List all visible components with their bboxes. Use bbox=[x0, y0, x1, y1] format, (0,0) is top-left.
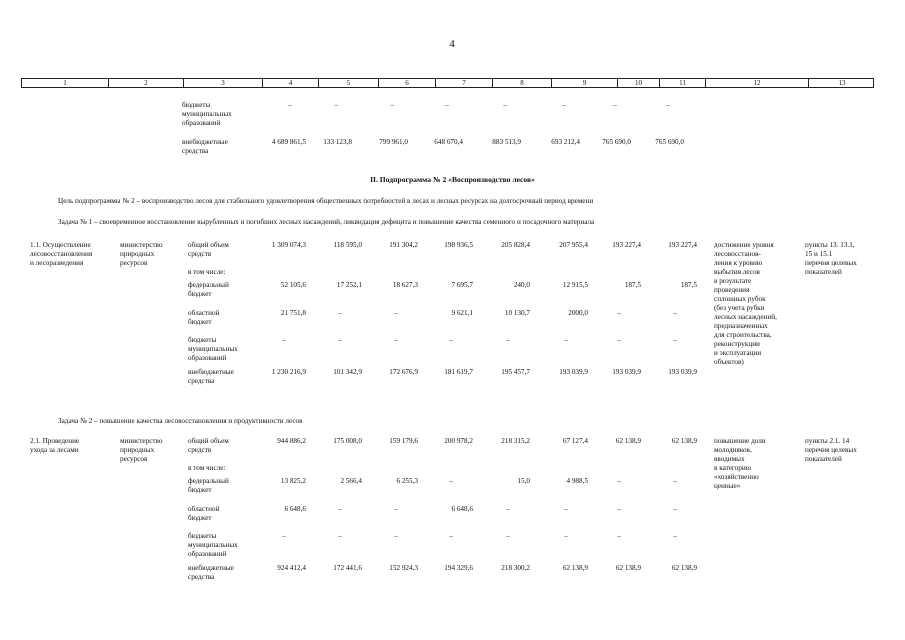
finance-value: 21 751,8 bbox=[280, 309, 306, 317]
finance-value: 1 309 074,3 bbox=[271, 241, 306, 249]
row-value: – bbox=[613, 101, 617, 109]
row-value: – bbox=[288, 101, 292, 109]
finance-source-label: в том числе: bbox=[188, 268, 226, 276]
row-value: 765 690,0 bbox=[602, 138, 631, 146]
finance-value: 193 039,9 bbox=[559, 368, 588, 376]
finance-source-label: бюджеты муниципальных образований bbox=[188, 336, 238, 362]
finance-value: – bbox=[394, 505, 398, 513]
finance-value: – bbox=[506, 532, 510, 540]
finance-value: 2 566,4 bbox=[340, 477, 362, 485]
finance-value: 101 342,9 bbox=[333, 368, 362, 376]
header-col-9: 9 bbox=[551, 78, 617, 88]
section-title: II. Подпрограмма № 2 «Воспроизводство лесов» bbox=[370, 175, 535, 184]
finance-value: 193 227,4 bbox=[668, 241, 697, 249]
finance-value: 198 936,5 bbox=[444, 241, 473, 249]
finance-value: 7 695,7 bbox=[451, 281, 473, 289]
row-value: – bbox=[334, 101, 338, 109]
finance-value: 4 988,5 bbox=[566, 477, 588, 485]
finance-value: 62 138,9 bbox=[615, 564, 641, 572]
finance-value: 944 886,2 bbox=[277, 437, 306, 445]
finance-value: 218 315,2 bbox=[501, 437, 530, 445]
executor-name: министерство природных ресурсов bbox=[120, 241, 163, 267]
finance-value: – bbox=[394, 309, 398, 317]
header-col-7: 7 bbox=[435, 78, 492, 88]
finance-value: – bbox=[394, 336, 398, 344]
finance-value: – bbox=[564, 336, 568, 344]
finance-value: 193 039,9 bbox=[668, 368, 697, 376]
finance-value: 15,0 bbox=[517, 477, 530, 485]
finance-value: 2000,0 bbox=[568, 309, 588, 317]
finance-value: 181 619,7 bbox=[444, 368, 473, 376]
finance-value: – bbox=[673, 336, 677, 344]
finance-source-label: областной бюджет bbox=[188, 309, 220, 326]
page-number: 4 bbox=[449, 38, 455, 50]
finance-value: – bbox=[282, 532, 286, 540]
finance-source-label: в том числе: bbox=[188, 464, 226, 472]
row-value: 693 212,4 bbox=[551, 138, 580, 146]
finance-source-label: областной бюджет bbox=[188, 505, 220, 522]
header-col-1: 1 bbox=[63, 79, 67, 87]
finance-value: – bbox=[506, 505, 510, 513]
finance-value: 172 676,9 bbox=[389, 368, 418, 376]
goal-text: Цель подпрограммы № 2 – воспроизводство лесов для стабильного удовлетворения общественных потребностей в лесах и лесных ресурсах на долгосрочный период времени bbox=[58, 197, 594, 205]
finance-value: 191 304,2 bbox=[389, 241, 418, 249]
header-col-11: 11 bbox=[659, 78, 705, 88]
finance-value: – bbox=[282, 336, 286, 344]
header-col-5: 5 bbox=[318, 78, 378, 88]
finance-value: – bbox=[338, 532, 342, 540]
finance-value: – bbox=[617, 532, 621, 540]
finance-value: – bbox=[394, 532, 398, 540]
finance-value: – bbox=[338, 309, 342, 317]
program-item-name: 1.1. Осуществление лесовосстановления и лесоразведения bbox=[30, 241, 93, 267]
finance-source-label: бюджеты муниципальных образований bbox=[188, 532, 238, 558]
finance-value: 10 130,7 bbox=[504, 309, 530, 317]
finance-value: 152 924,3 bbox=[389, 564, 418, 572]
row-label: бюджеты муниципальных образований bbox=[182, 101, 232, 127]
indicator-points-text: пункты 13. 13.1, 15 и 15.1 перечня целевых показателей bbox=[805, 241, 857, 276]
finance-value: – bbox=[673, 309, 677, 317]
finance-value: 62 138,9 bbox=[562, 564, 588, 572]
finance-source-label: общий объем средств bbox=[188, 241, 229, 258]
finance-value: 62 138,9 bbox=[671, 437, 697, 445]
row-value: – bbox=[503, 101, 507, 109]
finance-value: 52 105,6 bbox=[280, 281, 306, 289]
finance-value: 218 300,2 bbox=[501, 564, 530, 572]
finance-value: 13 825,2 bbox=[280, 477, 306, 485]
finance-value: 195 457,7 bbox=[501, 368, 530, 376]
finance-value: 6 648,6 bbox=[284, 505, 306, 513]
finance-value: 207 955,4 bbox=[559, 241, 588, 249]
finance-value: 194 329,6 bbox=[444, 564, 473, 572]
finance-value: 67 127,4 bbox=[562, 437, 588, 445]
finance-value: – bbox=[449, 336, 453, 344]
finance-source-label: внебюджетные средства bbox=[188, 564, 234, 581]
target-indicator-text: достижение уровня лесовосстанов- ления к уровню выбытия лесов в результате проведения сплошных рубок (без учета рубки лесных насаждений, предназначенных для строительства, реконструкции и эксплуатации объектов) bbox=[714, 241, 777, 366]
target-indicator-text: повышение доли молодняков, вводимых в категорию «хозяйственно ценные» bbox=[714, 437, 766, 490]
finance-value: 118 595,0 bbox=[333, 241, 362, 249]
header-col-4: 4 bbox=[262, 78, 318, 88]
indicator-points-text: пункты 2.1. 14 перечня целевых показателей bbox=[805, 437, 857, 463]
header-col-3: 3 bbox=[183, 78, 262, 88]
finance-value: – bbox=[673, 505, 677, 513]
finance-value: 193 039,9 bbox=[612, 368, 641, 376]
row-value: 4 689 861,5 bbox=[271, 138, 306, 146]
finance-value: 240,0 bbox=[513, 281, 530, 289]
finance-source-label: федеральный бюджет bbox=[188, 281, 229, 298]
finance-value: 62 138,9 bbox=[615, 437, 641, 445]
finance-value: – bbox=[449, 532, 453, 540]
finance-value: – bbox=[673, 477, 677, 485]
row-value: 799 961,0 bbox=[379, 138, 408, 146]
finance-value: – bbox=[564, 532, 568, 540]
finance-value: 193 227,4 bbox=[612, 241, 641, 249]
header-col-13: 13 bbox=[808, 78, 875, 88]
executor-name: министерство природных ресурсов bbox=[120, 437, 163, 463]
row-value: 765 690,0 bbox=[655, 138, 684, 146]
finance-value: 9 621,1 bbox=[451, 309, 473, 317]
finance-value: 205 828,4 bbox=[501, 241, 530, 249]
finance-value: – bbox=[449, 477, 453, 485]
header-col-6: 6 bbox=[378, 78, 435, 88]
task-1-text: Задача № 1 – своевременное восстановление вырубленных и погибших лесных насаждений, ликвидация дефицита и повышение качества семенного и посадочного материала bbox=[58, 218, 595, 226]
finance-value: 1 230 216,9 bbox=[271, 368, 306, 376]
task-2-text: Задача № 2 – повышение качества лесовосстановления и продуктивности лесов bbox=[58, 417, 303, 425]
finance-value: 12 915,5 bbox=[562, 281, 588, 289]
table-header-row bbox=[21, 78, 874, 88]
finance-source-label: федеральный бюджет bbox=[188, 477, 229, 494]
finance-source-label: внебюджетные средства bbox=[188, 368, 234, 385]
finance-value: 187,5 bbox=[624, 281, 641, 289]
row-value: 883 513,9 bbox=[492, 138, 521, 146]
row-value: – bbox=[390, 101, 394, 109]
finance-value: – bbox=[338, 505, 342, 513]
finance-value: 18 627,3 bbox=[392, 281, 418, 289]
finance-value: 187,5 bbox=[680, 281, 697, 289]
finance-value: 62 138,9 bbox=[671, 564, 697, 572]
finance-value: 6 255,3 bbox=[396, 477, 418, 485]
header-col-12: 12 bbox=[705, 78, 808, 88]
finance-value: 6 648,6 bbox=[451, 505, 473, 513]
finance-value: – bbox=[506, 336, 510, 344]
finance-source-label: общий объем средств bbox=[188, 437, 229, 454]
finance-value: 17 252,1 bbox=[336, 281, 362, 289]
row-value: 648 670,4 bbox=[434, 138, 463, 146]
finance-value: 175 008,0 bbox=[333, 437, 362, 445]
finance-value: – bbox=[617, 309, 621, 317]
header-col-2: 2 bbox=[108, 78, 183, 88]
row-label: внебюджетные средства bbox=[182, 138, 228, 155]
finance-value: – bbox=[617, 505, 621, 513]
finance-value: 924 412,4 bbox=[277, 564, 306, 572]
finance-value: – bbox=[617, 477, 621, 485]
finance-value: – bbox=[564, 505, 568, 513]
row-value: 133 123,8 bbox=[323, 138, 352, 146]
header-col-10: 10 bbox=[617, 78, 659, 88]
header-col-8: 8 bbox=[492, 78, 551, 88]
row-value: – bbox=[562, 101, 566, 109]
finance-value: 172 441,6 bbox=[333, 564, 362, 572]
finance-value: – bbox=[673, 532, 677, 540]
row-value: – bbox=[445, 101, 449, 109]
finance-value: 159 179,6 bbox=[389, 437, 418, 445]
finance-value: – bbox=[338, 336, 342, 344]
program-item-name: 2.1. Проведение ухода за лесами bbox=[30, 437, 80, 454]
row-value: – bbox=[666, 101, 670, 109]
finance-value: 200 978,2 bbox=[444, 437, 473, 445]
finance-value: – bbox=[617, 336, 621, 344]
